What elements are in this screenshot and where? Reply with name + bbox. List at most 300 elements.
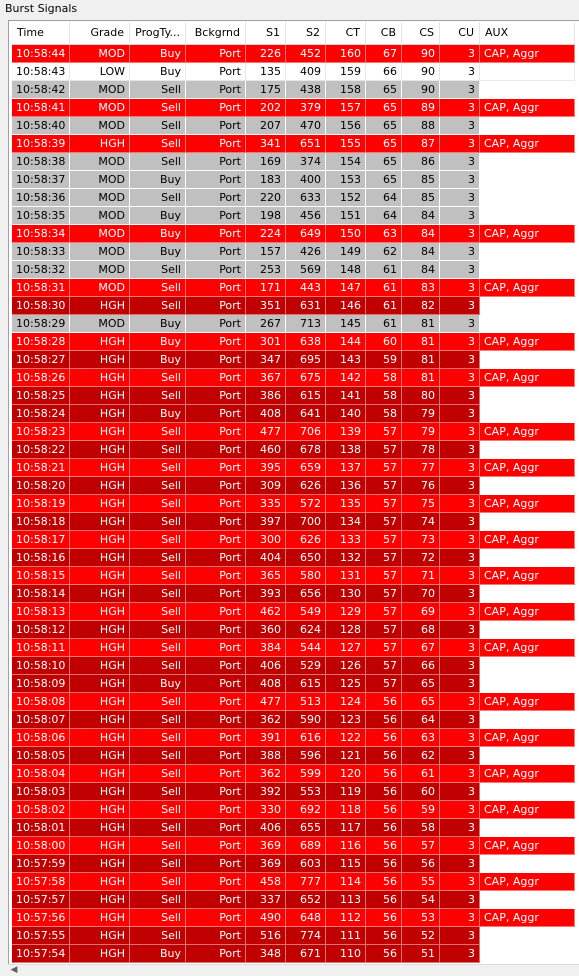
table-row[interactable] <box>12 837 575 855</box>
cell-s1: 404 <box>246 549 286 567</box>
cell-s1: 351 <box>246 297 286 315</box>
cell-s1: 335 <box>246 495 286 513</box>
cell-time: 10:58:22 <box>12 441 70 459</box>
cell-cb: 56 <box>366 765 402 783</box>
table-row[interactable] <box>12 477 575 495</box>
table-row[interactable] <box>12 459 575 477</box>
cell-cb: 60 <box>366 333 402 351</box>
column-header-progtype[interactable]: ProgTy... <box>130 22 186 44</box>
cell-cb: 57 <box>366 567 402 585</box>
table-row[interactable] <box>12 99 575 117</box>
table-row[interactable] <box>12 927 575 945</box>
column-header-s2[interactable]: S2 <box>286 22 326 44</box>
cell-cs: 62 <box>402 747 440 765</box>
cell-cs: 85 <box>402 189 440 207</box>
cell-bckgrnd: Port <box>186 711 246 729</box>
cell-cs: 81 <box>402 351 440 369</box>
cell-time: 10:58:42 <box>12 81 70 99</box>
cell-ct: 119 <box>326 783 366 801</box>
cell-grade: HGH <box>70 909 130 927</box>
cell-cu: 3 <box>440 279 480 297</box>
cell-grade: MOD <box>70 189 130 207</box>
cell-ct: 138 <box>326 441 366 459</box>
cell-bckgrnd: Port <box>186 693 246 711</box>
cell-aux <box>480 117 575 135</box>
table-row[interactable] <box>12 243 575 261</box>
table-row[interactable] <box>12 531 575 549</box>
cell-grade: LOW <box>70 63 130 81</box>
cell-cs: 83 <box>402 279 440 297</box>
cell-s2: 650 <box>286 549 326 567</box>
cell-bckgrnd: Port <box>186 315 246 333</box>
column-header-cb[interactable]: CB <box>366 22 402 44</box>
cell-ct: 117 <box>326 819 366 837</box>
cell-grade: HGH <box>70 135 130 153</box>
cell-cs: 85 <box>402 171 440 189</box>
cell-s1: 369 <box>246 837 286 855</box>
cell-aux <box>480 63 575 81</box>
cell-progtype: Buy <box>130 945 186 963</box>
column-header-s1[interactable]: S1 <box>246 22 286 44</box>
column-header-grade[interactable]: Grade <box>70 22 130 44</box>
table-row[interactable] <box>12 801 575 819</box>
cell-bckgrnd: Port <box>186 819 246 837</box>
cell-cu: 3 <box>440 513 480 531</box>
cell-time: 10:58:31 <box>12 279 70 297</box>
cell-cu: 3 <box>440 927 480 945</box>
table-row[interactable] <box>12 261 575 279</box>
cell-bckgrnd: Port <box>186 729 246 747</box>
cell-s1: 267 <box>246 315 286 333</box>
cell-grade: HGH <box>70 693 130 711</box>
table-row[interactable] <box>12 639 575 657</box>
table-row[interactable] <box>12 189 575 207</box>
cell-s1: 393 <box>246 585 286 603</box>
cell-s2: 695 <box>286 351 326 369</box>
cell-s2: 443 <box>286 279 326 297</box>
cell-time: 10:58:08 <box>12 693 70 711</box>
cell-s1: 477 <box>246 423 286 441</box>
cell-s1: 406 <box>246 819 286 837</box>
cell-progtype: Sell <box>130 135 186 153</box>
table-row[interactable] <box>12 153 575 171</box>
cell-grade: MOD <box>70 153 130 171</box>
window-title: Burst Signals <box>0 0 579 18</box>
cell-ct: 160 <box>326 45 366 63</box>
cell-aux <box>480 81 575 99</box>
cell-progtype: Buy <box>130 315 186 333</box>
table-row[interactable] <box>12 729 575 747</box>
cell-aux: CAP, Aggr <box>480 693 575 711</box>
cell-cs: 57 <box>402 837 440 855</box>
table-row[interactable] <box>12 819 575 837</box>
cell-s2: 689 <box>286 837 326 855</box>
cell-cb: 61 <box>366 279 402 297</box>
cell-time: 10:58:32 <box>12 261 70 279</box>
cell-s1: 198 <box>246 207 286 225</box>
cell-grade: HGH <box>70 819 130 837</box>
cell-cs: 79 <box>402 423 440 441</box>
cell-cb: 57 <box>366 441 402 459</box>
table-row[interactable] <box>12 603 575 621</box>
cell-cu: 3 <box>440 711 480 729</box>
cell-s1: 337 <box>246 891 286 909</box>
table-row[interactable] <box>12 711 575 729</box>
table-row[interactable] <box>12 117 575 135</box>
table-row[interactable] <box>12 315 575 333</box>
cell-progtype: Sell <box>130 639 186 657</box>
table-row[interactable] <box>12 81 575 99</box>
cell-aux <box>480 261 575 279</box>
cell-s1: 369 <box>246 855 286 873</box>
table-row[interactable] <box>12 891 575 909</box>
cell-aux <box>480 153 575 171</box>
cell-ct: 129 <box>326 603 366 621</box>
cell-ct: 149 <box>326 243 366 261</box>
cell-s2: 616 <box>286 729 326 747</box>
cell-cb: 56 <box>366 927 402 945</box>
cell-aux <box>480 315 575 333</box>
cell-bckgrnd: Port <box>186 171 246 189</box>
cell-progtype: Sell <box>130 81 186 99</box>
cell-time: 10:58:37 <box>12 171 70 189</box>
cell-grade: HGH <box>70 549 130 567</box>
cell-cb: 56 <box>366 837 402 855</box>
cell-ct: 141 <box>326 387 366 405</box>
cell-aux: CAP, Aggr <box>480 369 575 387</box>
cell-progtype: Sell <box>130 153 186 171</box>
table-row[interactable] <box>12 909 575 927</box>
cell-cb: 56 <box>366 729 402 747</box>
table-row[interactable] <box>12 747 575 765</box>
cell-cs: 69 <box>402 603 440 621</box>
cell-time: 10:57:58 <box>12 873 70 891</box>
cell-s2: 774 <box>286 927 326 945</box>
cell-aux: CAP, Aggr <box>480 459 575 477</box>
cell-cb: 57 <box>366 639 402 657</box>
cell-grade: HGH <box>70 585 130 603</box>
cell-aux <box>480 855 575 873</box>
cell-cu: 3 <box>440 729 480 747</box>
cell-grade: MOD <box>70 81 130 99</box>
cell-s1: 397 <box>246 513 286 531</box>
cell-time: 10:58:36 <box>12 189 70 207</box>
cell-s1: 175 <box>246 81 286 99</box>
cell-cb: 66 <box>366 63 402 81</box>
cell-cs: 81 <box>402 369 440 387</box>
cell-grade: MOD <box>70 207 130 225</box>
column-header-ct[interactable]: CT <box>326 22 366 44</box>
table-row[interactable] <box>12 513 575 531</box>
cell-cu: 3 <box>440 81 480 99</box>
burst-signals-grid[interactable] <box>8 20 579 964</box>
cell-cb: 57 <box>366 495 402 513</box>
cell-aux <box>480 297 575 315</box>
chevron-left-icon[interactable]: ◀ <box>10 965 18 975</box>
cell-aux <box>480 477 575 495</box>
cell-ct: 114 <box>326 873 366 891</box>
cell-s1: 367 <box>246 369 286 387</box>
table-row[interactable] <box>12 279 575 297</box>
table-row[interactable] <box>12 567 575 585</box>
cell-progtype: Sell <box>130 657 186 675</box>
cell-s2: 615 <box>286 675 326 693</box>
cell-aux <box>480 387 575 405</box>
table-row[interactable] <box>12 945 575 963</box>
table-row[interactable] <box>12 549 575 567</box>
cell-grade: HGH <box>70 747 130 765</box>
cell-cu: 3 <box>440 801 480 819</box>
cell-time: 10:58:05 <box>12 747 70 765</box>
table-row[interactable] <box>12 495 575 513</box>
cell-bckgrnd: Port <box>186 405 246 423</box>
cell-cu: 3 <box>440 945 480 963</box>
cell-cs: 72 <box>402 549 440 567</box>
cell-s2: 638 <box>286 333 326 351</box>
table-row[interactable] <box>12 621 575 639</box>
cell-ct: 134 <box>326 513 366 531</box>
cell-cs: 53 <box>402 909 440 927</box>
table-row[interactable] <box>12 585 575 603</box>
cell-cb: 57 <box>366 513 402 531</box>
cell-aux <box>480 585 575 603</box>
cell-progtype: Sell <box>130 261 186 279</box>
cell-grade: MOD <box>70 261 130 279</box>
cell-s2: 603 <box>286 855 326 873</box>
cell-cb: 57 <box>366 459 402 477</box>
cell-aux <box>480 621 575 639</box>
cell-cu: 3 <box>440 675 480 693</box>
column-header-aux[interactable]: AUX <box>480 22 575 44</box>
cell-bckgrnd: Port <box>186 765 246 783</box>
horizontal-scrollbar[interactable] <box>8 964 579 976</box>
cell-grade: HGH <box>70 891 130 909</box>
cell-cs: 52 <box>402 927 440 945</box>
cell-cb: 56 <box>366 909 402 927</box>
cell-aux <box>480 945 575 963</box>
cell-bckgrnd: Port <box>186 189 246 207</box>
table-row[interactable] <box>12 369 575 387</box>
cell-s2: 615 <box>286 387 326 405</box>
cell-progtype: Sell <box>130 189 186 207</box>
cell-s1: 135 <box>246 63 286 81</box>
cell-ct: 128 <box>326 621 366 639</box>
cell-bckgrnd: Port <box>186 909 246 927</box>
cell-bckgrnd: Port <box>186 261 246 279</box>
cell-cs: 68 <box>402 621 440 639</box>
cell-s1: 301 <box>246 333 286 351</box>
cell-cs: 55 <box>402 873 440 891</box>
column-header-bckgrnd[interactable]: Bckgrnd <box>186 22 246 44</box>
cell-aux: CAP, Aggr <box>480 423 575 441</box>
cell-progtype: Sell <box>130 927 186 945</box>
cell-cu: 3 <box>440 189 480 207</box>
cell-progtype: Buy <box>130 351 186 369</box>
table-row[interactable] <box>12 333 575 351</box>
cell-ct: 142 <box>326 369 366 387</box>
cell-time: 10:58:04 <box>12 765 70 783</box>
cell-grade: HGH <box>70 657 130 675</box>
cell-s1: 341 <box>246 135 286 153</box>
cell-ct: 157 <box>326 99 366 117</box>
cell-cs: 77 <box>402 459 440 477</box>
cell-s1: 202 <box>246 99 286 117</box>
cell-grade: HGH <box>70 945 130 963</box>
cell-cb: 56 <box>366 747 402 765</box>
cell-bckgrnd: Port <box>186 747 246 765</box>
cell-time: 10:58:26 <box>12 369 70 387</box>
grid-rows <box>12 45 575 963</box>
cell-progtype: Buy <box>130 675 186 693</box>
column-header-cs[interactable]: CS <box>402 22 440 44</box>
cell-grade: HGH <box>70 423 130 441</box>
table-row[interactable] <box>12 693 575 711</box>
cell-bckgrnd: Port <box>186 387 246 405</box>
cell-ct: 158 <box>326 81 366 99</box>
cell-cb: 57 <box>366 657 402 675</box>
cell-ct: 137 <box>326 459 366 477</box>
cell-aux: CAP, Aggr <box>480 639 575 657</box>
table-row[interactable] <box>12 441 575 459</box>
cell-bckgrnd: Port <box>186 153 246 171</box>
cell-aux: CAP, Aggr <box>480 333 575 351</box>
cell-cs: 89 <box>402 99 440 117</box>
cell-bckgrnd: Port <box>186 477 246 495</box>
table-row[interactable] <box>12 351 575 369</box>
cell-aux <box>480 243 575 261</box>
cell-progtype: Sell <box>130 801 186 819</box>
cell-time: 10:58:07 <box>12 711 70 729</box>
cell-aux <box>480 747 575 765</box>
cell-cs: 84 <box>402 207 440 225</box>
cell-ct: 110 <box>326 945 366 963</box>
cell-s1: 171 <box>246 279 286 297</box>
table-row[interactable] <box>12 297 575 315</box>
cell-cb: 56 <box>366 711 402 729</box>
cell-aux: CAP, Aggr <box>480 531 575 549</box>
cell-ct: 122 <box>326 729 366 747</box>
cell-cs: 81 <box>402 333 440 351</box>
cell-cu: 3 <box>440 135 480 153</box>
cell-s1: 365 <box>246 567 286 585</box>
table-row[interactable] <box>12 45 575 63</box>
cell-aux: CAP, Aggr <box>480 135 575 153</box>
cell-cs: 66 <box>402 657 440 675</box>
cell-grade: MOD <box>70 279 130 297</box>
cell-s2: 626 <box>286 531 326 549</box>
table-row[interactable] <box>12 423 575 441</box>
cell-cu: 3 <box>440 837 480 855</box>
table-row[interactable] <box>12 135 575 153</box>
cell-progtype: Sell <box>130 495 186 513</box>
table-row[interactable] <box>12 225 575 243</box>
table-row[interactable] <box>12 405 575 423</box>
cell-cu: 3 <box>440 585 480 603</box>
table-row[interactable] <box>12 675 575 693</box>
cell-s1: 224 <box>246 225 286 243</box>
cell-s1: 362 <box>246 765 286 783</box>
cell-s1: 392 <box>246 783 286 801</box>
cell-time: 10:58:28 <box>12 333 70 351</box>
cell-progtype: Sell <box>130 423 186 441</box>
cell-cu: 3 <box>440 567 480 585</box>
table-row[interactable] <box>12 873 575 891</box>
cell-bckgrnd: Port <box>186 81 246 99</box>
cell-cs: 90 <box>402 63 440 81</box>
cell-cu: 3 <box>440 495 480 513</box>
cell-time: 10:58:38 <box>12 153 70 171</box>
cell-cb: 58 <box>366 405 402 423</box>
cell-progtype: Buy <box>130 207 186 225</box>
column-header-time[interactable]: Time <box>12 22 70 44</box>
cell-s2: 452 <box>286 45 326 63</box>
cell-cu: 3 <box>440 387 480 405</box>
cell-bckgrnd: Port <box>186 801 246 819</box>
column-header-cu[interactable]: CU <box>440 22 480 44</box>
table-row[interactable] <box>12 783 575 801</box>
cell-ct: 111 <box>326 927 366 945</box>
cell-ct: 115 <box>326 855 366 873</box>
cell-s1: 226 <box>246 45 286 63</box>
cell-progtype: Sell <box>130 477 186 495</box>
cell-progtype: Sell <box>130 117 186 135</box>
cell-time: 10:58:40 <box>12 117 70 135</box>
cell-progtype: Buy <box>130 45 186 63</box>
table-row[interactable] <box>12 207 575 225</box>
cell-s1: 183 <box>246 171 286 189</box>
cell-cu: 3 <box>440 909 480 927</box>
table-row[interactable] <box>12 387 575 405</box>
cell-s2: 426 <box>286 243 326 261</box>
cell-cs: 90 <box>402 81 440 99</box>
cell-s2: 590 <box>286 711 326 729</box>
cell-cu: 3 <box>440 855 480 873</box>
cell-grade: HGH <box>70 441 130 459</box>
cell-cs: 88 <box>402 117 440 135</box>
cell-cb: 56 <box>366 855 402 873</box>
cell-s1: 157 <box>246 243 286 261</box>
cell-aux: CAP, Aggr <box>480 99 575 117</box>
cell-progtype: Sell <box>130 513 186 531</box>
cell-cb: 59 <box>366 351 402 369</box>
cell-ct: 127 <box>326 639 366 657</box>
table-row[interactable] <box>12 171 575 189</box>
cell-time: 10:58:01 <box>12 819 70 837</box>
table-row[interactable] <box>12 765 575 783</box>
cell-ct: 135 <box>326 495 366 513</box>
table-row[interactable] <box>12 63 575 81</box>
cell-s1: 347 <box>246 351 286 369</box>
cell-cu: 3 <box>440 45 480 63</box>
cell-progtype: Sell <box>130 459 186 477</box>
cell-progtype: Sell <box>130 855 186 873</box>
cell-progtype: Buy <box>130 225 186 243</box>
cell-s2: 633 <box>286 189 326 207</box>
cell-cb: 56 <box>366 801 402 819</box>
cell-s2: 456 <box>286 207 326 225</box>
table-row[interactable] <box>12 657 575 675</box>
cell-progtype: Sell <box>130 819 186 837</box>
cell-s2: 513 <box>286 693 326 711</box>
cell-progtype: Buy <box>130 243 186 261</box>
cell-progtype: Buy <box>130 333 186 351</box>
cell-progtype: Sell <box>130 729 186 747</box>
table-row[interactable] <box>12 855 575 873</box>
cell-cb: 57 <box>366 585 402 603</box>
cell-ct: 123 <box>326 711 366 729</box>
cell-s2: 656 <box>286 585 326 603</box>
cell-s2: 569 <box>286 261 326 279</box>
